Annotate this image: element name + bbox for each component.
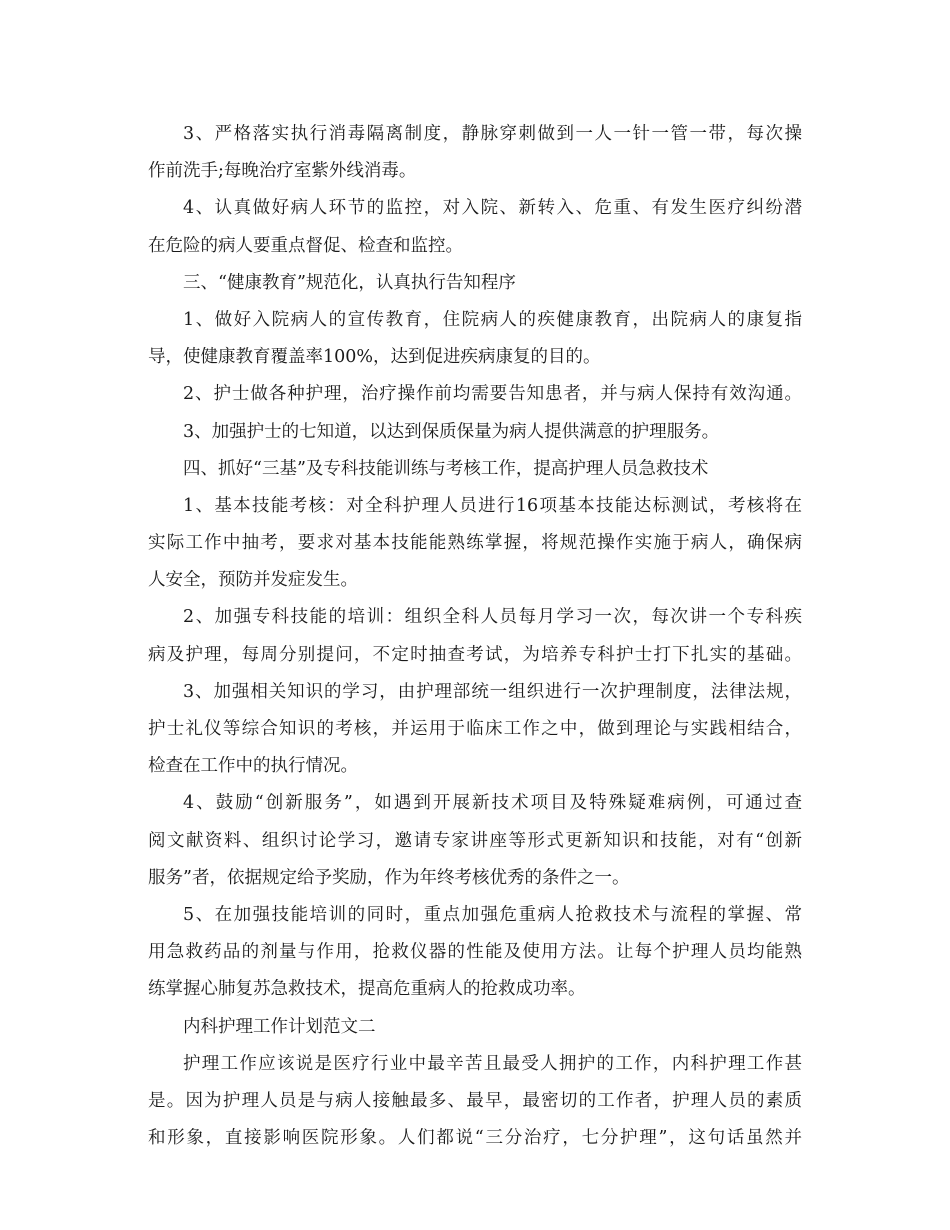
text-line: 人安全，预防并发症发生。 [148,570,358,591]
text-line: 是。因为护理人员是与病人接触最多、最早，最密切的工作者，护理人员的素质 [148,1090,802,1111]
text-line: 3、加强护士的七知道，以达到保质保量为病人提供满意的护理服务。 [183,421,720,442]
text-line: 三、“健康教育”规范化，认真执行告知程序 [183,272,516,293]
text-line: 和形象，直接影响医院形象。人们都说“三分治疗，七分护理”，这句话虽然并 [148,1128,802,1149]
text-line: 1、基本技能考核：对全科护理人员进行16项基本技能达标测试，考核将在 [183,495,802,516]
text-line: 作前洗手;每晚治疗室紫外线消毒。 [148,161,417,182]
text-line: 实际工作中抽考，要求对基本技能能熟练掌握，将规范操作实施于病人，确保病 [148,533,802,554]
text-line: 3、严格落实执行消毒隔离制度，静脉穿刺做到一人一针一管一带，每次操 [183,124,802,144]
text-line: 2、护士做各种护理，治疗操作前均需要告知患者，并与病人保持有效沟通。 [183,384,802,405]
text-line: 5、在加强技能培训的同时，重点加强危重病人抢救技术与流程的掌握、常 [183,904,802,925]
text-line: 护士礼仪等综合知识的考核，并运用于临床工作之中，做到理论与实践相结合， [148,719,802,739]
text-line: 服务”者，依据规定给予奖励，作为年终考核优秀的条件之一。 [148,867,630,888]
text-line: 内科护理工作计划范文二 [183,1016,376,1037]
text-line: 1、做好入院病人的宣传教育，住院病人的疾健康教育，出院病人的康复指 [183,309,802,330]
text-line: 阅文献资料、组织讨论学习，邀请专家讲座等形式更新知识和技能，对有“创新 [148,830,802,851]
text-line: 4、认真做好病人环节的监控，对入院、新转入、危重、有发生医疗纠纷潜 [183,198,802,219]
text-line: 四、抓好“三基”及专科技能训练与考核工作，提高护理人员急救技术 [183,458,709,479]
text-line: 病及护理，每周分别提问，不定时抽查考试，为培养专科护士打下扎实的基础。 [148,644,802,665]
text-line: 3、加强相关知识的学习，由护理部统一组织进行一次护理制度，法律法规， [183,681,802,702]
text-line: 检查在工作中的执行情况。 [148,756,358,777]
text-line: 练掌握心肺复苏急救技术，提高危重病人的抢救成功率。 [148,979,586,1000]
text-line: 导，使健康教育覆盖率100%，达到促进疾病康复的目的。 [148,347,601,368]
text-line: 在危险的病人要重点督促、检查和监控。 [148,235,463,256]
text-line: 2、加强专科技能的培训：组织全科人员每月学习一次，每次讲一个专科疾 [183,607,802,628]
text-line: 4、鼓励“创新服务”，如遇到开展新技术项目及特殊疑难病例，可通过查 [183,793,802,814]
text-line: 用急救药品的剂量与作用，抢救仪器的性能及使用方法。让每个护理人员均能熟 [148,942,802,963]
document-body [148,116,802,1157]
text-line: 护理工作应该说是医疗行业中最辛苦且最受人拥护的工作，内科护理工作甚 [183,1053,802,1074]
